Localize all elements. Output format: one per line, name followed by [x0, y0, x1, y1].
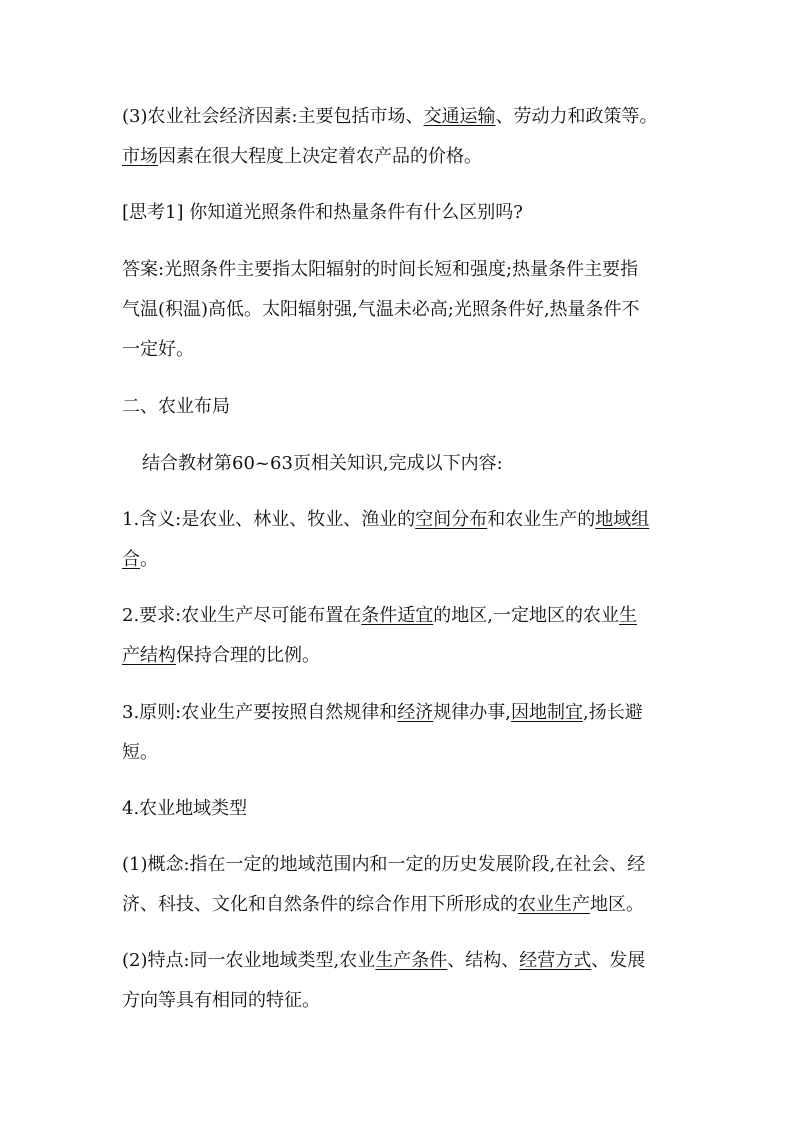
text-segment: 地区。 [590, 894, 644, 915]
text-segment: 因素在很大程度上决定着农产品的价格。 [158, 146, 482, 167]
text-segment: 4.农业地域类型 [122, 798, 248, 819]
text-line [122, 395, 230, 419]
text-line [122, 508, 649, 532]
text-line [122, 298, 640, 322]
text-line [122, 701, 643, 725]
text-line [122, 201, 523, 225]
underlined-answer: 市场 [122, 146, 158, 167]
underlined-answer: 经营方式 [519, 950, 592, 971]
text-segment: (3)农业社会经济因素:主要包括市场、 [122, 106, 424, 127]
underlined-answer: 农业生产 [518, 894, 590, 915]
text-segment: 和农业生产的 [487, 509, 596, 530]
text-line [122, 258, 638, 282]
text-segment: 、发展 [591, 950, 646, 971]
underlined-answer: 地域组 [595, 509, 650, 530]
text-segment: 二、农业布局 [122, 396, 230, 417]
text-line [122, 604, 637, 628]
text-segment: 2.要求:农业生产尽可能布置在 [122, 605, 362, 626]
text-segment: 方向等具有相同的特征。 [122, 990, 320, 1011]
text-segment: 3.原则:农业生产要按照自然规律和 [122, 702, 398, 723]
text-segment: ,扬长避 [582, 702, 643, 723]
text-line [122, 989, 320, 1013]
underlined-answer: 合 [122, 549, 140, 570]
text-segment: 答案:光照条件主要指太阳辐射的时间长短和强度;热量条件主要指 [122, 259, 639, 280]
underlined-answer: 生产条件 [375, 950, 448, 971]
text-segment: 一定好。 [122, 339, 194, 360]
text-line [122, 741, 158, 765]
text-segment: 结合教材第60~63页相关知识,完成以下内容: [142, 453, 503, 474]
text-line [122, 338, 194, 362]
text-segment: 、劳动力和政策等。 [495, 106, 658, 127]
text-segment: 的地区,一定地区的农业 [433, 605, 619, 626]
text-segment: 。 [140, 549, 158, 570]
underlined-answer: 交通运输 [423, 106, 496, 127]
text-line [122, 644, 320, 668]
text-line [122, 548, 158, 572]
text-line [122, 105, 658, 129]
text-line [122, 797, 247, 821]
text-segment: 短。 [122, 742, 158, 763]
text-segment: 规律办事, [433, 702, 511, 723]
text-segment: 保持合理的比例。 [176, 645, 320, 666]
text-segment: [思考1] 你知道光照条件和热量条件有什么区别吗? [122, 202, 523, 223]
text-segment: (1)概念:指在一定的地域范围内和一定的历史发展阶段,在社会、经 [122, 854, 646, 875]
underlined-answer: 因地制宜 [510, 702, 583, 723]
underlined-answer: 空间分布 [415, 509, 488, 530]
text-segment: 济、科技、文化和自然条件的综合作用下所形成的 [122, 894, 518, 915]
text-segment: 气温(积温)高低。太阳辐射强,气温未必高;光照条件好,热量条件不 [122, 299, 640, 320]
underlined-answer: 条件适宜 [361, 605, 434, 626]
text-line [122, 853, 645, 877]
text-line [142, 452, 503, 476]
underlined-answer: 生 [618, 605, 637, 626]
text-line [122, 949, 645, 973]
text-line [122, 145, 482, 169]
text-line [122, 893, 644, 917]
text-segment: 、结构、 [447, 950, 520, 971]
text-segment: 1.含义:是农业、林业、牧业、渔业的 [122, 509, 416, 530]
text-segment: (2)特点:同一农业地域类型,农业 [122, 950, 376, 971]
underlined-answer: 产结构 [122, 645, 176, 666]
underlined-answer: 经济 [397, 702, 434, 723]
